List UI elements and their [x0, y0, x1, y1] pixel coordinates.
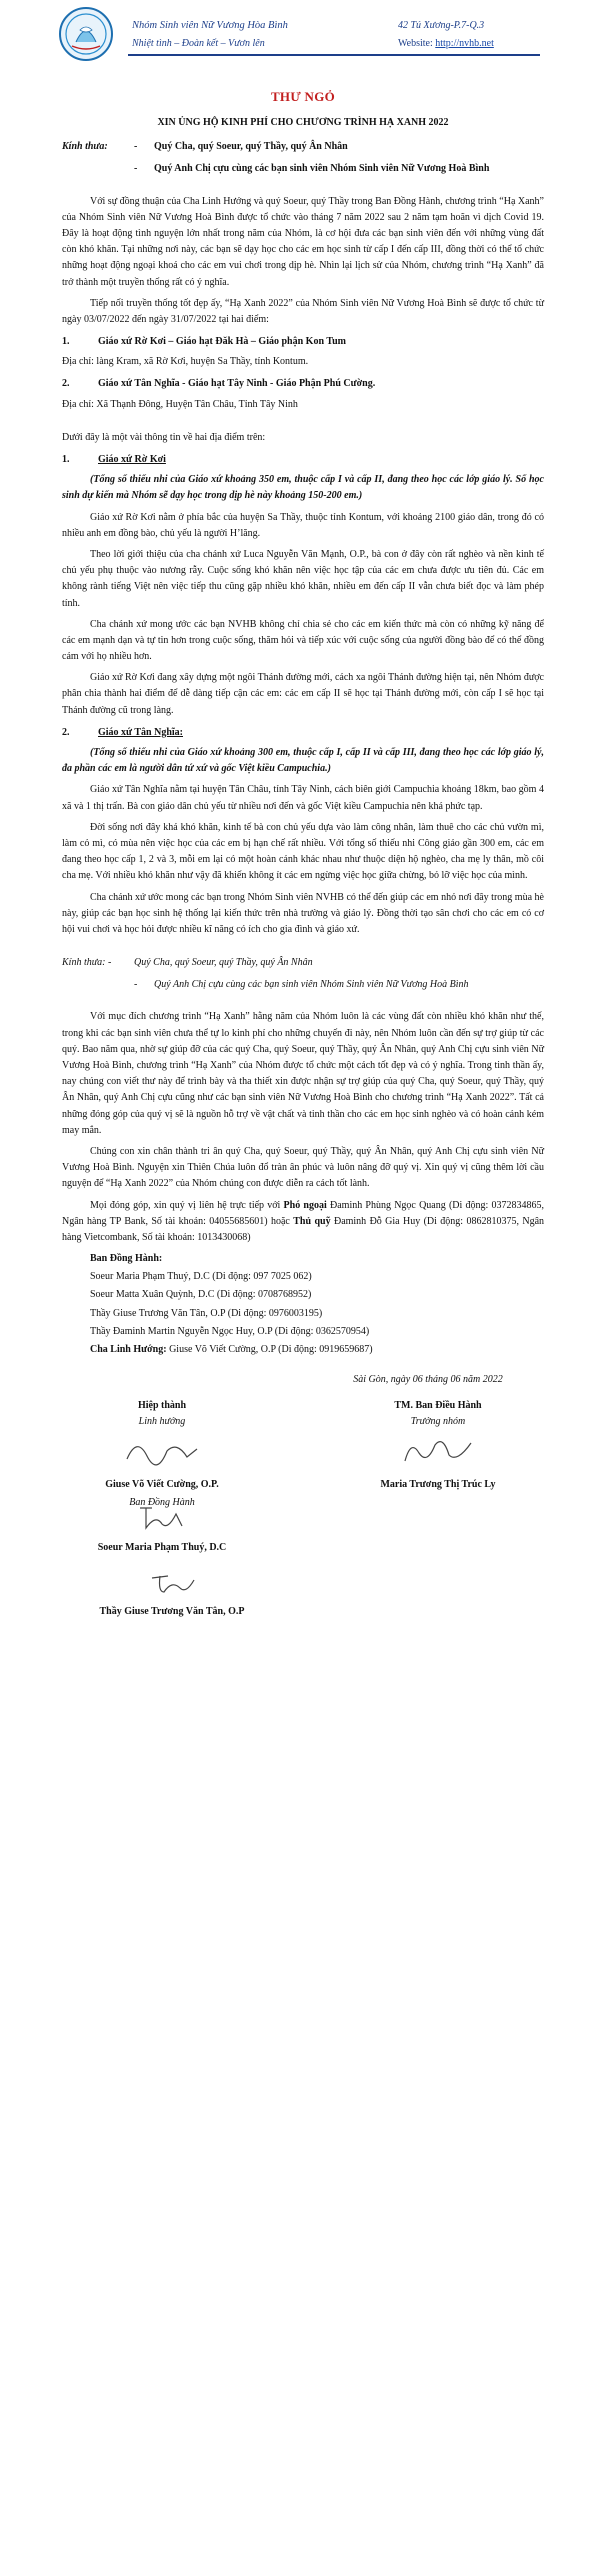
intro-paragraph-2: Tiếp nối truyền thống tốt đẹp ấy, “Hạ Xanh 2022” của Nhóm Sinh viên Nữ Vương Hoà Bình sẽ được tổ chức từ ngày 03/07/2022 đến ngày 31/07/2022 tại hai điểm:: [62, 297, 544, 325]
section-1-heading: [62, 452, 544, 468]
right-signature-mark: [393, 1431, 483, 1471]
website-link[interactable]: http://nvhb.net: [435, 38, 494, 49]
board-sign-name-1: Soeur Maria Phạm Thuý, D.C: [97, 1542, 227, 1554]
board-signature-mark-2: [142, 1568, 202, 1598]
location-2-address: Địa chỉ: Xã Thạnh Đông, Huyện Tân Châu, Tỉnh Tây Ninh: [62, 398, 298, 410]
location-2-name: Giáo xứ Tân Nghĩa - Giáo hạt Tây Ninh - Giáo Phận Phú Cường.: [98, 378, 376, 390]
board-member-3: Thầy Giuse Trương Văn Tân, O.P (Di động: 0976003195): [90, 1307, 323, 1319]
location-2-num: 2.: [62, 378, 70, 390]
section-2-paragraph-1: Giáo xứ Tân Nghĩa nằm tại huyện Tân Châu, tỉnh Tây Ninh, cách biên giới Campuchia khoảng 18km, bao gồm 4 xã và 1 thị trấn. Bà con giáo dân chủ yếu từ nhiều nơi đến và gốc Việt kiều Campuchia nên khá phức tạp.: [62, 784, 544, 812]
salutation-line2: Quý Anh Chị cựu cùng các bạn sinh viên Nhóm Sinh viên Nữ Vương Hoà Bình: [154, 163, 490, 175]
closing-paragraph-3: [62, 1198, 544, 1247]
salutation-2-line2: Quý Anh Chị cựu cùng các bạn sinh viên Nhóm Sinh viên Nữ Vương Hoà Bình: [154, 979, 469, 991]
contact-role-a: Phó ngoại: [283, 1199, 327, 1211]
section-1-paragraph-2: Theo lời giới thiệu của cha chánh xứ Luca Nguyễn Văn Mạnh, O.P., bà con ở đây còn rất nghèo và nền kinh tế chủ yếu phụ thuộc vào nương rẫy. Cuộc sống khó khăn nên việc học tập của các em chưa được ưu tiên đủ. Các em không rành tiếng Việt nên việc tiếp thu cũng gặp nhiều khó khăn, nhiều em đến cấp II vẫn chưa biết đọc và làm phép tính.: [62, 548, 544, 609]
contact-text-c: Đaminh Phùng Ngọc Quang (Di động: 0372834865, Ngân hàng TP Bank, Số tài khoản: 04055685601) hoặc: [62, 1199, 544, 1227]
left-sign-role: Linh hướng: [138, 1416, 186, 1428]
letter-body: [62, 86, 544, 1642]
section-1-paragraph-4: Giáo xứ Rờ Kơi đang xây dựng một ngôi Thánh đường mới, cách xa ngôi Thánh đường hiện tại, nên Nhóm được phân chia thành hai điểm để dễ dàng tiếp cận các em: các em cấp II sẽ học tại Thánh đường mới, còn cấp I sẽ học tại Thánh đường cũ trong làng.: [62, 672, 544, 716]
signature-board-2: [62, 1568, 282, 1620]
section-1-num: 1.: [62, 454, 70, 466]
section-2-heading: [62, 725, 544, 741]
salutation-2-line1: Quý Cha, quý Soeur, quý Thầy, quý Ân Nhân: [134, 957, 313, 969]
signature-area: [62, 1372, 544, 1642]
left-signature-mark: [117, 1431, 207, 1471]
location-1-name: Giáo xứ Rờ Kơi – Giáo hạt Đăk Hà – Giáo phận Kon Tum: [98, 336, 346, 348]
org-motto: Nhiệt tình – Đoàn kết – Vươn lên: [132, 38, 265, 49]
board-sign-role: Ban Đồng Hành: [129, 1496, 195, 1508]
location-1-address: Địa chỉ: làng Kram, xã Rờ Kơi, huyện Sa Thầy, tỉnh Kontum.: [62, 356, 309, 368]
salutation: Kính thưa: - Quý Cha, quý Soeur, quý Thầy, quý Ân Nhân - Quý Anh Chị cựu cùng các bạn sinh viên Nhóm Sinh viên Nữ Vương Hoà Bình: [62, 139, 544, 177]
contact-role-b: Thủ quỹ: [293, 1215, 331, 1227]
salutation-2: Kính thưa: - Quý Cha, quý Soeur, quý Thầy, quý Ân Nhân - Quý Anh Chị cựu cùng các bạn sinh viên Nhóm Sinh viên Nữ Vương Hoà Bình: [62, 955, 544, 993]
signature-board-1: [62, 1500, 262, 1556]
board-member-1: Soeur Maria Phạm Thuý, D.C (Di động: 097 7025 062): [90, 1271, 312, 1283]
location-1-heading: [62, 334, 544, 350]
closing-paragraph-1: Với mục đích chương trình “Hạ Xanh” hằng năm của Nhóm luôn là các vùng đất còn nhiều khó khăn như thế, trong khi các bạn sinh viên chưa thể tự lo kinh phí cho những chuyến đi này, nên Nhóm luôn cần đến sự trợ giúp từ các quý. Bao năm qua, nhờ sự giúp đỡ của các quý Cha, quý Soeur, quý Thầy, quý Ân Nhân, quý Anh Chị cựu sinh viên Nữ Vương Hoà Bình, chương trình “Hạ Xanh” của Nhóm được tổ chức một cách tốt đẹp và có ý nghĩa. Trong tinh thần ấy, nay chúng con viết thư này để trình bày và tha thiết xin được nhận sự trợ giúp của quý Cha, quý Soeur, quý Thầy, quý Ân Nhân, quý Anh Chị cựu cũng như các bạn sinh viên Nữ Vương Hoà Bình cho chương trình “Hạ Xanh 2022”. Tất cả những đóng góp của quý vị sẽ là nguồn hỗ trợ về vật chất và tinh thần cho các em học sinh nghèo và có hoàn cảnh kém may mắn.: [62, 1011, 544, 1136]
salutation-label: Kính thưa:: [62, 141, 108, 153]
org-logo: [58, 6, 114, 62]
right-sign-title: TM. Ban Điều Hành: [394, 1400, 482, 1412]
letter-subtitle: XIN ỦNG HỘ KINH PHÍ CHO CHƯƠNG TRÌNH HẠ XANH 2022: [157, 117, 449, 129]
section-2-paragraph-3: Cha chánh xứ ước mong các bạn trong Nhóm Sinh viên NVHB có thể đến giúp các em nhỏ nơi đây trong mùa hè này, giúp các bạn học sinh hệ thống lại kiến thức trên nhà trường và giáo lý. Đồng thời tạo sân chơi cho các em có cơ hội vui chơi và học hỏi được nhiều kĩ năng có ích cho gia đình và giáo xứ.: [62, 891, 544, 935]
section-1-paragraph-1: Giáo xứ Rờ Kơi nằm ở phía bắc của huyện Sa Thầy, thuộc tỉnh Kontum, với khoảng 2100 giáo dân, trong đó có nhiều anh em đồng bào, chủ yếu là người H’lăng.: [62, 511, 544, 539]
header-divider: [128, 54, 540, 56]
website-label: Website:: [398, 38, 433, 49]
letter-title: THƯ NGỎ: [270, 89, 336, 104]
chaplain-name: Giuse Võ Viết Cường, O.P (Di động: 0919659687): [169, 1344, 373, 1356]
org-name: Nhóm Sinh viên Nữ Vương Hòa Bình: [132, 20, 288, 31]
board-heading: Ban Đồng Hành:: [90, 1253, 163, 1265]
board-member-4: Thầy Đaminh Martin Nguyễn Ngọc Huy, O.P (Di động: 0362570954): [90, 1325, 370, 1337]
section-2-summary: (Tổng số thiếu nhi của Giáo xứ khoảng 300 em, thuộc cấp I, cấp II và cấp III, đang theo học các lớp giáo lý, đa phần các em là người dân tứ xứ và gốc Việt kiều Campuchia.): [62, 747, 544, 775]
section-1-paragraph-3: Cha chánh xứ mong ước các bạn NVHB không chỉ chia sẻ cho các em kiến thức mà còn có những kỹ năng để các em mạnh dạn và tự tin hơn trong cuộc sống, thăm hỏi và tiếp xúc với cuộc sống của người đồng bào để có thể đồng cảm với họ nhiều hơn.: [62, 618, 544, 663]
salutation-2-label: Kính thưa: -: [62, 957, 112, 969]
salutation-line1: Quý Cha, quý Soeur, quý Thầy, quý Ân Nhân: [154, 141, 348, 153]
contact-text-a: Mọi đóng góp, xin quý vị liên hệ trực tiếp với: [90, 1199, 281, 1211]
right-sign-name: Maria Trương Thị Trúc Ly: [380, 1478, 496, 1490]
contact-text-e: Đaminh Đỗ Gia Huy (Di động: 0862810375, Ngân hàng Vietcombank, Số tài khoản: 1013430068): [62, 1215, 545, 1243]
right-sign-role: Trưởng nhóm: [410, 1416, 466, 1428]
board-signature-mark-1: [132, 1500, 192, 1534]
org-website: [398, 38, 494, 49]
intro-paragraph-1: Với sự đồng thuận của Cha Linh Hướng và quý Soeur, quý Thầy trong Ban Đồng Hành, chương trình “Hạ Xanh” của Nhóm Sinh viên Nữ Vương Hoà Bình được tổ chức vào tháng 7 năm 2022 sau 2 năm tạm hoãn vì dịch Covid 19. Đây là hoạt động tình nguyện lớn nhất trong năm của Nhóm, là cơ hội đưa các bạn sinh viên đến với những vùng đất còn khó khăn. Tại những nơi này, các bạn sẽ dạy học cho các em học sinh từ cấp I đến cấp III, đồng thời có thể tổ chức những hoạt động ngoại khoá cho các em vui chơi trong dịp hè. Nhìn lại lịch sử của Nhóm, chương trình “Hạ Xanh” đã trở thành một truyền thống rất có ý nghĩa.: [62, 195, 544, 288]
left-sign-title: Hiệp thành: [137, 1400, 187, 1412]
date-line: Sài Gòn, ngày 06 tháng 06 năm 2022: [353, 1374, 503, 1386]
location-2-heading: [62, 376, 544, 392]
section-1-title: Giáo xứ Rờ Kơi: [98, 454, 166, 466]
section-1-summary: (Tổng số thiếu nhi của Giáo xứ khoảng 350 em, thuộc cấp I và cấp II, đang theo học các lớp giáo lý. Số học sinh dự kiến mà Nhóm sẽ dạy học trong dịp hè này khoảng 150-200 em.): [62, 474, 544, 502]
chaplain-line: [90, 1342, 544, 1358]
left-sign-name: Giuse Võ Viết Cường, O.P.: [105, 1478, 219, 1490]
chaplain-label: Cha Linh Hướng:: [90, 1344, 167, 1356]
section-2-num: 2.: [62, 726, 70, 738]
section-2-paragraph-2: Đời sống nơi đây khá khó khăn, kinh tế bà con chủ yếu dựa vào làm công nhân, làm thuê cho các chủ vườn mì, làm cỏ mì, có mùa nên việc học của các em bị hạn chế rất nhiều. Với tổng số thiếu nhi Công giáo gần 300 em, các em đang theo học cấp 1, 2 và 3, mỗi em lại có một hoàn cảnh khác nhau như thuộc diện hộ nghèo, cha mẹ ly thân, mồ côi cha mẹ. Với nhiều khó khăn như vậy đã khiến không ít các em ngừng việc học giữa chừng, bỏ lỡ việc học của mình.: [62, 821, 544, 882]
closing-paragraph-2: Chúng con xin chân thành tri ân quý Cha, quý Soeur, quý Thầy, quý Ân Nhân, quý Anh Chị cựu sinh viên Nữ Vương Hoà Bình. Nguyện xin Thiên Chúa luôn đổ tràn ân phúc và luôn nâng đỡ quý vị. Xin quý vị cũng thêm lời cầu nguyện để “Hạ Xanh 2022” của Nhóm chúng con được diễn ra cách tốt lành.: [62, 1145, 544, 1190]
board-sign-name-2: Thầy Giuse Trương Văn Tân, O.P: [99, 1606, 245, 1618]
info-intro: Dưới đây là một vài thông tin về hai địa điểm trên:: [62, 431, 266, 443]
signature-right: [332, 1398, 544, 1493]
letterhead: [0, 0, 603, 74]
org-address: 42 Tú Xương-P.7-Q.3: [398, 20, 485, 31]
signature-left: [62, 1398, 262, 1511]
location-1-num: 1.: [62, 336, 70, 348]
section-2-title: Giáo xứ Tân Nghĩa:: [98, 726, 183, 738]
board-member-2: Soeur Matta Xuân Quỳnh, D.C (Di động: 0708768952): [90, 1289, 312, 1301]
